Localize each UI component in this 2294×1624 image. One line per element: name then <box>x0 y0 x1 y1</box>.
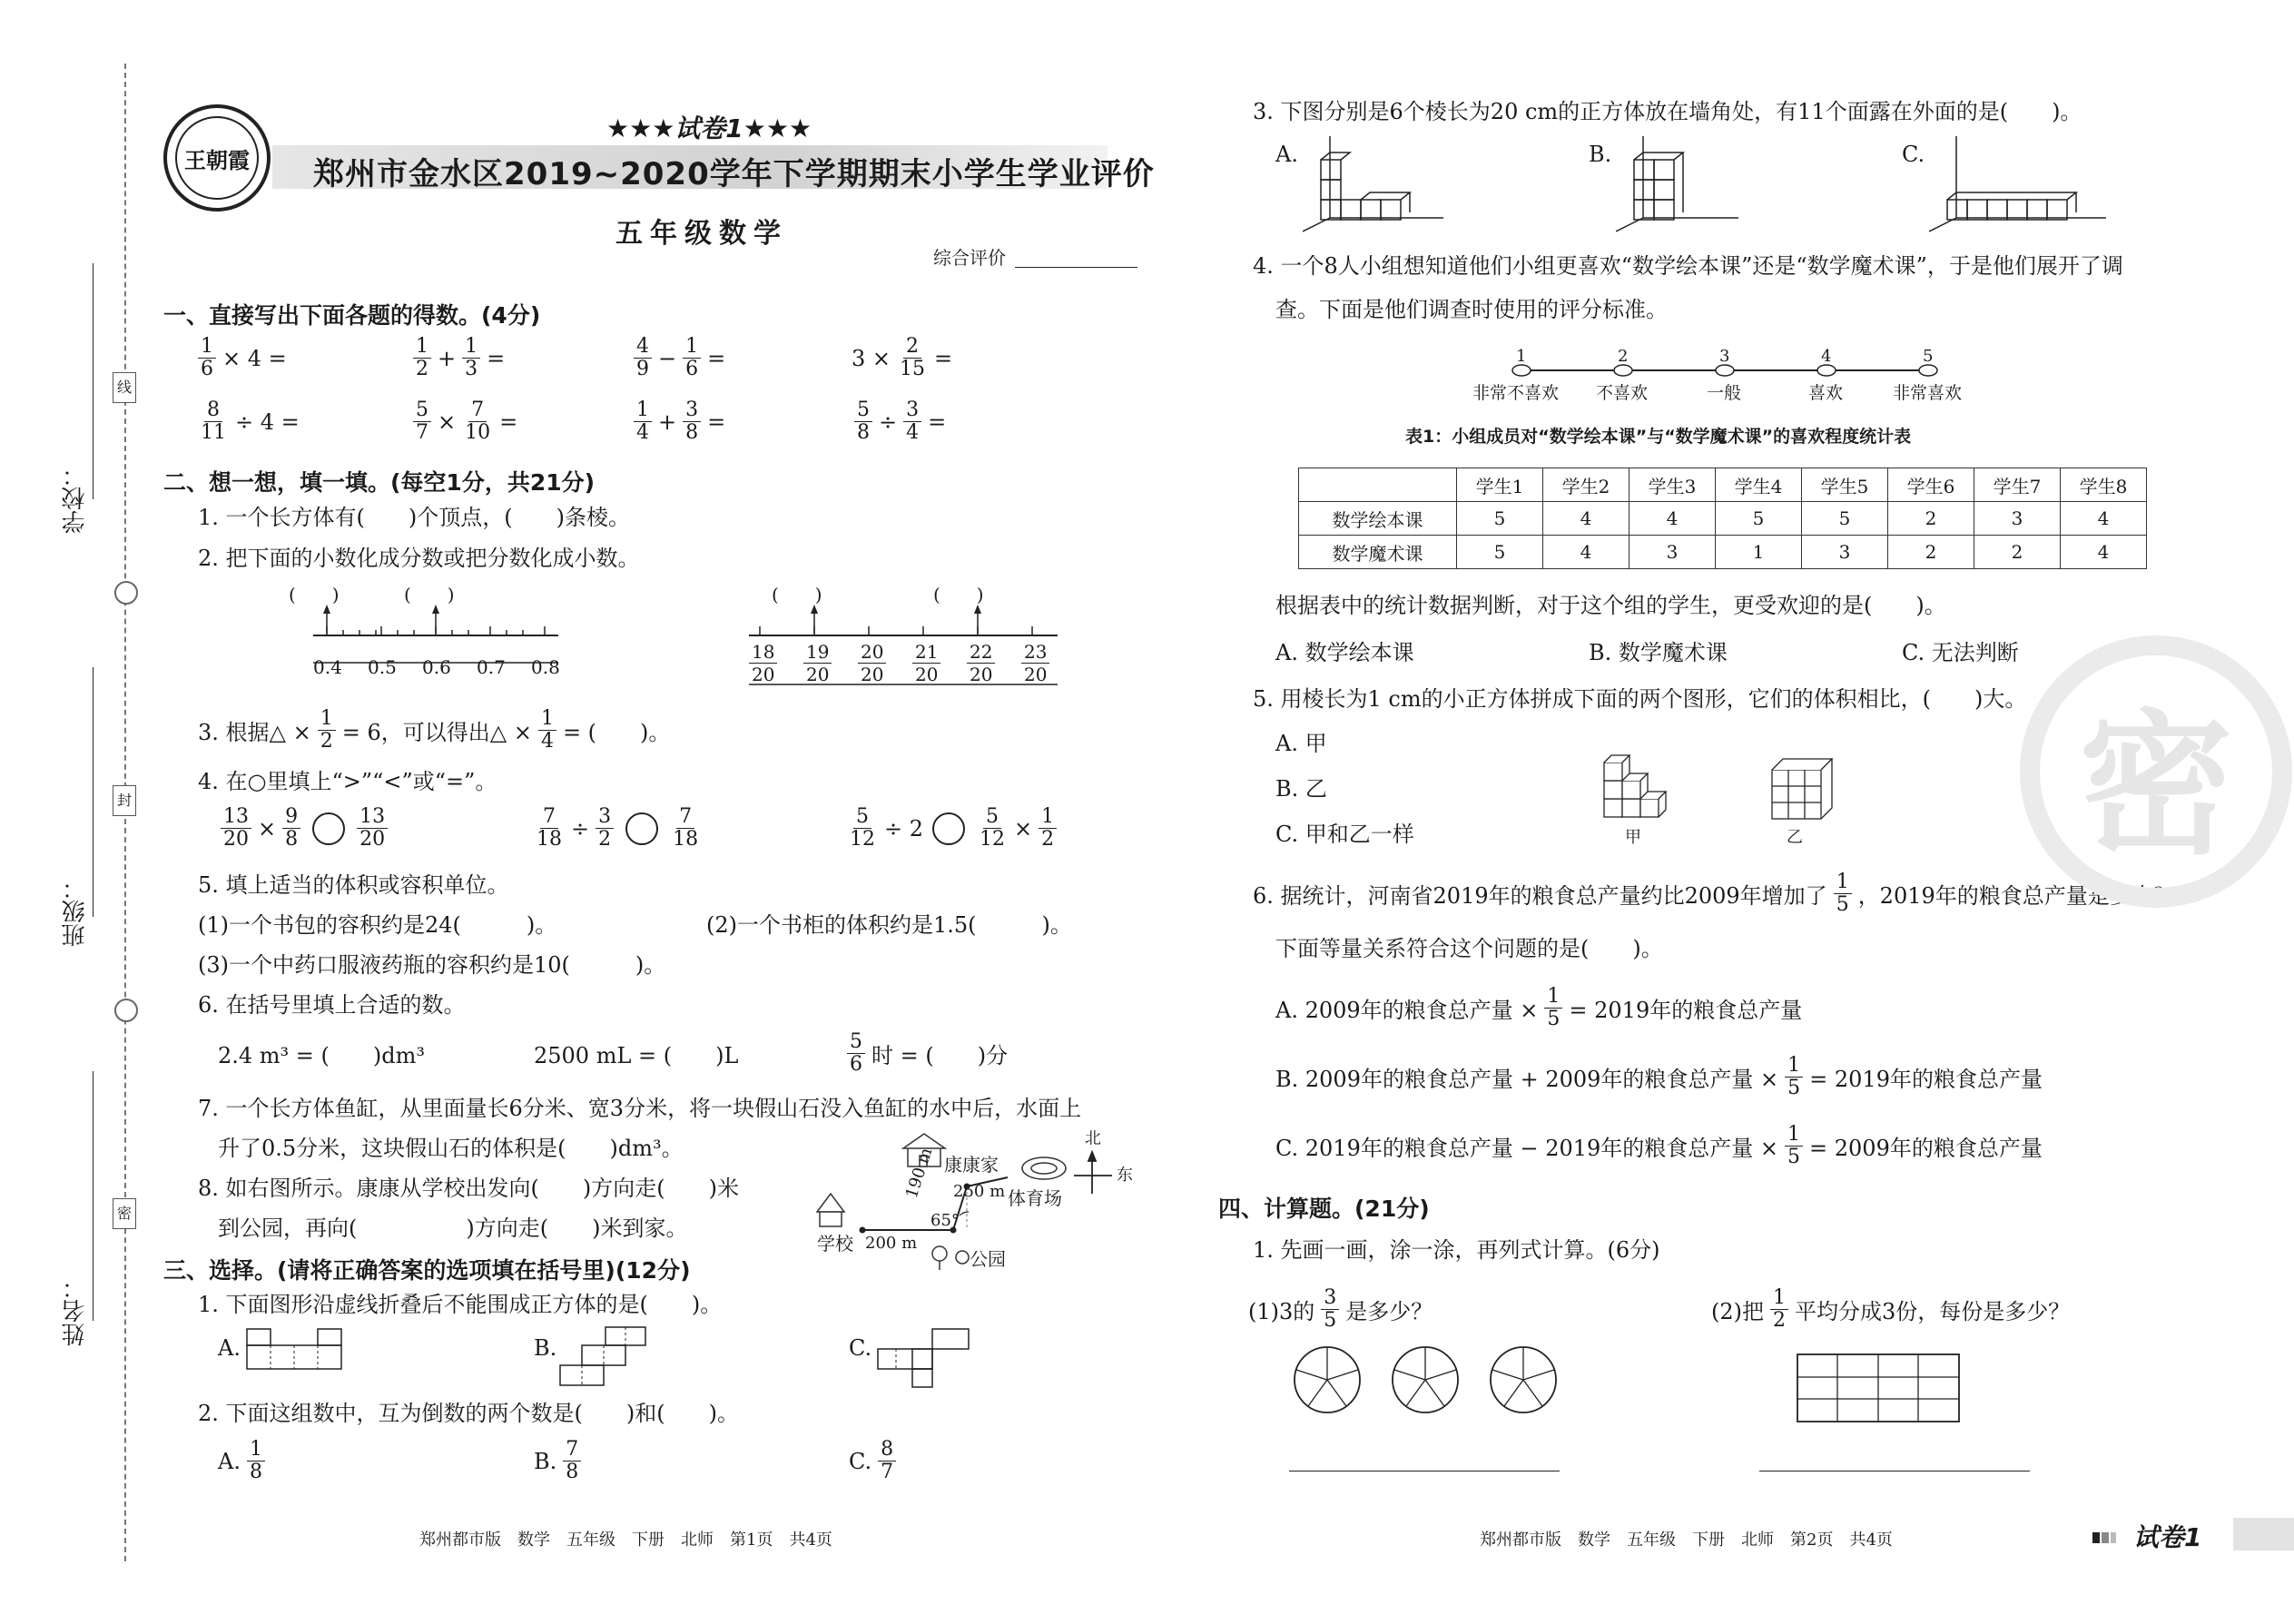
calc-2: $\frac{1}{2}$ + $\frac{1}{3}$ = <box>410 336 505 380</box>
scale-num-1: 1 <box>1516 347 1527 366</box>
label-jia: 甲 <box>1625 828 1641 847</box>
section2-title: 二、想一想，填一填。(每空1分，共21分) <box>163 469 596 496</box>
table-cell: 学生1 <box>1457 468 1543 502</box>
s3-q1-opt-b[interactable]: B. <box>534 1335 557 1361</box>
binding-ornament-icon <box>114 999 138 1022</box>
footer-right: 郑州都市版 数学 五年级 下册 北师 第2页 共4页 <box>1480 1530 1893 1550</box>
footer-left: 郑州都市版 数学 五年级 下册 北师 第1页 共4页 <box>419 1530 832 1550</box>
compare-circle-1[interactable] <box>312 812 345 845</box>
calc-8: $\frac{5}{8}$ ÷ $\frac{3}{4}$ = <box>852 399 946 444</box>
s2-q3: 3. 根据△ × $\frac{1}{2}$ = 6，可以得出△ × $\frac{1}{4}$ = ( )。 <box>198 707 671 753</box>
map-gym: 体育场 <box>1008 1187 1062 1209</box>
table-cell: 3 <box>1629 536 1716 569</box>
calc-6: $\frac{5}{7}$ × $\frac{7}{10}$ = <box>410 399 517 444</box>
map-east: 东 <box>1117 1166 1133 1185</box>
calc-1: $\frac{1}{6}$ × 4 = <box>195 336 287 380</box>
s3-q6-opt-a[interactable]: A. 2009年的粮食总产量 × $\frac{1}{5}$ = 2019年的粮食总产量 <box>1275 985 1803 1030</box>
s2-q6-a: 2.4 m³ = ( )dm³ <box>218 1043 426 1068</box>
s2-q5-3: (3)一个中药口服液药瓶的容积约是10( )。 <box>198 952 666 978</box>
publisher-logo <box>163 104 271 212</box>
ruler2-label-18: $\frac{18}{20}$ <box>746 641 780 685</box>
ruler1-tick-1: 0.5 <box>368 656 397 678</box>
ruler2-label-23: $\frac{23}{20}$ <box>1019 641 1052 685</box>
scale-num-4: 4 <box>1821 347 1832 366</box>
table-cell: 学生2 <box>1543 468 1629 502</box>
calc-3: $\frac{4}{9}$ − $\frac{1}{6}$ = <box>631 336 725 380</box>
compare-3: $\frac{5}{12}$ ÷ 2 $\frac{5}{12}$ × $\frac{1}{2}$ <box>844 806 1059 851</box>
calc-5: $\frac{8}{11}$ ÷ 4 = <box>201 399 300 444</box>
s3-q6-prompt: 下面等量关系符合这个问题的是( )。 <box>1275 936 1663 961</box>
table-cell: 1 <box>1716 536 1802 569</box>
map-d2: 190 m <box>901 1145 937 1201</box>
section3-title: 三、选择。(请将正确答案的选项填在括号里)(12分) <box>163 1257 691 1284</box>
stadium-icon <box>1022 1157 1066 1179</box>
exam-badge: ★★★试卷1★★★ <box>606 113 812 143</box>
table-cell: 学生8 <box>2061 468 2147 502</box>
map-angle: 65° <box>930 1211 960 1230</box>
ruler2-label-20: $\frac{20}{20}$ <box>855 641 889 685</box>
ruler1-tick-0: 0.4 <box>313 656 342 678</box>
table-cell: 5 <box>1457 536 1543 569</box>
footer-tag: 试卷1 <box>2133 1522 2202 1552</box>
map-school: 学校 <box>817 1233 853 1255</box>
corner-cubes-b <box>1616 136 1743 236</box>
ruler2-label-22: $\frac{22}{20}$ <box>964 641 998 685</box>
ruler1-paren-2: ( ) <box>404 584 455 605</box>
calc-4: 3 × $\frac{2}{15}$ = <box>852 335 953 380</box>
compare-circle-2[interactable] <box>625 812 658 845</box>
ruler1-tick-2: 0.6 <box>422 656 451 678</box>
s2-q2: 2. 把下面的小数化成分数或把分数化成小数。 <box>198 546 640 571</box>
table-cell: 4 <box>1629 502 1716 536</box>
watermark-secret-icon: 密 <box>2020 635 2292 908</box>
fraction-grid[interactable] <box>1796 1353 1963 1425</box>
scale-label-4: 喜欢 <box>1808 383 1844 403</box>
class-label: 班级： <box>62 876 89 947</box>
map-home: 康康家 <box>944 1154 999 1176</box>
s3-q5-opt-c[interactable]: C. 甲和乙一样 <box>1275 822 1414 847</box>
s2-q1: 1. 一个长方体有( )个顶点，( )条棱。 <box>198 505 630 530</box>
s3-q6-opt-b[interactable]: B. 2009年的粮食总产量 + 2009年的粮食总产量 × $\frac{1}{5}$ = 2019年的粮食总产量 <box>1275 1054 2043 1099</box>
scale-label-1: 非常不喜欢 <box>1472 383 1560 403</box>
s4-p1: (1)3的 $\frac{3}{5}$ 是多少？ <box>1248 1286 1433 1332</box>
s2-q8-line2: 到公园，再向( )方向走( )米到家。 <box>218 1216 688 1241</box>
table-cell: 3 <box>1974 502 2061 536</box>
label-yi: 乙 <box>1787 828 1803 847</box>
table-row <box>1299 468 2147 502</box>
name-field[interactable] <box>93 1071 94 1321</box>
school-field[interactable] <box>93 263 94 499</box>
corner-cubes-c <box>1929 136 2111 236</box>
ruler2-paren-2: ( ) <box>933 584 984 605</box>
table-cell: 2 <box>1888 502 1974 536</box>
ruler1-tick-3: 0.7 <box>477 656 506 678</box>
s3-q3-opt-a[interactable]: A. <box>1275 142 1298 167</box>
s2-q8-line1: 8. 如右图所示。康康从学校出发向( )方向走( )米 <box>198 1176 739 1201</box>
s2-q5-1: (1)一个书包的容积约是24( )。 <box>198 912 557 938</box>
scale-label-2: 不喜欢 <box>1596 383 1649 403</box>
s3-q2: 2. 下面这组数中，互为倒数的两个数是( )和( )。 <box>198 1401 739 1426</box>
scale-label-3: 一般 <box>1707 383 1742 403</box>
s2-q6-c: $\frac{5}{6}$ 时 = ( )分 <box>844 1031 1008 1076</box>
s3-q5-opt-a[interactable]: A. 甲 <box>1275 731 1327 756</box>
s3-q6: 6. 据统计，河南省2019年的粮食总产量约比2009年增加了 $\frac{1}{5}$ ，2019年的粮食总产量是多少？ <box>1253 871 2175 916</box>
exam-title: 郑州市金水区2019~2020学年下学期期末小学生学业评价 <box>313 156 1155 192</box>
footer-tag-bar <box>2233 1518 2294 1550</box>
park-icon <box>932 1246 969 1270</box>
table-cell <box>1299 468 1457 502</box>
s3-q4-opt-a[interactable]: A. 数学绘本课 <box>1275 640 1414 665</box>
scale-label-5: 非常喜欢 <box>1893 383 1963 403</box>
map-park: 公园 <box>970 1248 1006 1270</box>
s3-q4-opt-b[interactable]: B. 数学魔术课 <box>1589 640 1728 665</box>
table-cell: 学生6 <box>1888 468 1974 502</box>
s3-q4-opt-c[interactable]: C. 无法判断 <box>1902 640 2019 665</box>
school-label: 学校： <box>62 463 89 534</box>
s2-q7-line2: 升了0.5分米，这块假山石的体积是( )dm³。 <box>218 1136 684 1161</box>
school-icon <box>817 1194 844 1226</box>
shape-jia <box>1602 746 1684 828</box>
rating-table <box>1298 468 2147 569</box>
table-cell: 学生5 <box>1802 468 1888 502</box>
binding-ornament-icon <box>114 581 138 605</box>
s3-q4-line2: 查。下面是他们调查时使用的评分标准。 <box>1275 297 1668 322</box>
cube-net-b <box>558 1325 658 1389</box>
table-cell: 2 <box>1974 536 2061 569</box>
binding-mark-seal: 封 <box>113 785 136 816</box>
table-cell: 数学绘本课 <box>1299 502 1457 536</box>
s3-q2-opt-b[interactable]: B. $\frac{7}{8}$ <box>534 1439 584 1483</box>
table-cell: 学生7 <box>1974 468 2061 502</box>
pie-circles[interactable] <box>1289 1342 1580 1423</box>
cube-net-a <box>245 1327 354 1382</box>
table-row <box>1299 536 2147 569</box>
s3-q3: 3. 下图分别是6个棱长为20 cm的正方体放在墙角处，有11个面露在外面的是( )。 <box>1253 99 2082 124</box>
table-cell: 数学魔术课 <box>1299 536 1457 569</box>
s3-q1-opt-c[interactable]: C. <box>849 1335 872 1361</box>
s2-q6: 6. 在括号里填上合适的数。 <box>198 992 466 1018</box>
s3-q5: 5. 用棱长为1 cm的小正方体拼成下面的两个图形，它们的体积相比，( )大。 <box>1253 686 2027 712</box>
s3-q6-opt-c[interactable]: C. 2019年的粮食总产量 − 2019年的粮食总产量 × $\frac{1}{5}$ = 2009年的粮食总产量 <box>1275 1123 2043 1168</box>
s3-q2-opt-c[interactable]: C. $\frac{8}{7}$ <box>849 1439 899 1483</box>
table-cell: 5 <box>1716 502 1802 536</box>
s3-q3-opt-b[interactable]: B. <box>1589 142 1612 167</box>
s2-q5: 5. 填上适当的体积或容积单位。 <box>198 872 509 898</box>
table-cell: 3 <box>1802 536 1888 569</box>
binding-mark-secret: 密 <box>113 1198 136 1229</box>
s3-q1-opt-a[interactable]: A. <box>218 1335 241 1361</box>
scale-num-5: 5 <box>1923 347 1934 366</box>
corner-cubes-a <box>1303 136 1448 236</box>
table-cell: 5 <box>1457 502 1543 536</box>
compare-2: $\frac{7}{18}$ ÷ $\frac{3}{2}$ $\frac{7}{18}$ <box>537 805 699 851</box>
calc-7: $\frac{1}{4}$ + $\frac{3}{8}$ = <box>631 399 725 444</box>
s2-q6-b: 2500 mL = ( )L <box>534 1043 739 1068</box>
map-d3: 200 m <box>865 1234 918 1253</box>
footer-decoration <box>2092 1532 2116 1543</box>
table-row <box>1299 502 2147 536</box>
logo-text: 王朝霞 <box>184 146 250 173</box>
table-cell: 4 <box>1543 536 1629 569</box>
name-label: 姓名： <box>62 1275 89 1346</box>
shape-yi <box>1770 753 1843 826</box>
eval-field[interactable] <box>1015 267 1137 268</box>
s3-q4-line3: 根据表中的统计数据判断，对于这个组的学生，更受欢迎的是( )。 <box>1275 593 1946 618</box>
compare-circle-3[interactable] <box>932 812 965 845</box>
s3-q2-opt-a[interactable]: A. $\frac{1}{8}$ <box>218 1439 268 1483</box>
s2-q7-line1: 7. 一个长方体鱼缸，从里面量长6分米、宽3分米，将一块假山石没入鱼缸的水中后，水面上 <box>198 1096 1082 1121</box>
eval-label: 综合评价 <box>933 247 1006 269</box>
s3-q5-opt-b[interactable]: B. 乙 <box>1275 776 1327 802</box>
binding-mark-line: 线 <box>113 372 136 403</box>
cube-net-c <box>876 1327 976 1391</box>
s4-q1: 1. 先画一画，涂一涂，再列式计算。(6分) <box>1253 1237 1660 1263</box>
s3-q1: 1. 下面图形沿虚线折叠后不能围成正方体的是( )。 <box>198 1292 723 1317</box>
compare-1: $\frac{13}{20}$ × $\frac{9}{8}$ $\frac{13}{20}$ <box>218 806 390 851</box>
table-cell: 4 <box>1543 502 1629 536</box>
class-field[interactable] <box>93 667 94 917</box>
table-cell: 学生4 <box>1716 468 1802 502</box>
s2-q5-2: (2)一个书柜的体积约是1.5( )。 <box>706 912 1072 938</box>
s3-q3-opt-c[interactable]: C. <box>1902 142 1925 167</box>
s3-q4-line1: 4. 一个8人小组想知道他们小组更喜欢“数学绘本课”还是“数学魔术课”，于是他们展开了调 <box>1253 253 2123 279</box>
map-d1: 250 m <box>953 1182 1006 1201</box>
map-north: 北 <box>1085 1129 1101 1148</box>
table-cell: 4 <box>2061 536 2147 569</box>
table-cell: 学生3 <box>1629 468 1716 502</box>
table-title: 表1：小组成员对“数学绘本课”与“数学魔术课”的喜欢程度统计表 <box>1405 427 1912 447</box>
subject-title: 五年级数学 <box>615 218 788 250</box>
s2-q4: 4. 在○里填上“>”“<”或“=”。 <box>198 769 497 794</box>
ruler2-paren-1: ( ) <box>772 584 822 605</box>
table-cell: 2 <box>1888 536 1974 569</box>
ruler1-paren-1: ( ) <box>289 584 340 605</box>
compass-icon <box>1074 1152 1112 1194</box>
ruler1-tick-4: 0.8 <box>531 656 560 678</box>
section4-title: 四、计算题。(21分) <box>1218 1196 1430 1222</box>
table-cell: 4 <box>2061 502 2147 536</box>
ruler2-label-19: $\frac{19}{20}$ <box>801 641 834 685</box>
scale-num-3: 3 <box>1719 347 1730 366</box>
scale-num-2: 2 <box>1618 347 1629 366</box>
s4-p2: (2)把 $\frac{1}{2}$ 平均分成3份，每份是多少？ <box>1711 1286 2071 1332</box>
table-cell: 5 <box>1802 502 1888 536</box>
ruler2-label-21: $\frac{21}{20}$ <box>910 641 943 685</box>
section1-title: 一、直接写出下面各题的得数。(4分) <box>163 302 541 329</box>
